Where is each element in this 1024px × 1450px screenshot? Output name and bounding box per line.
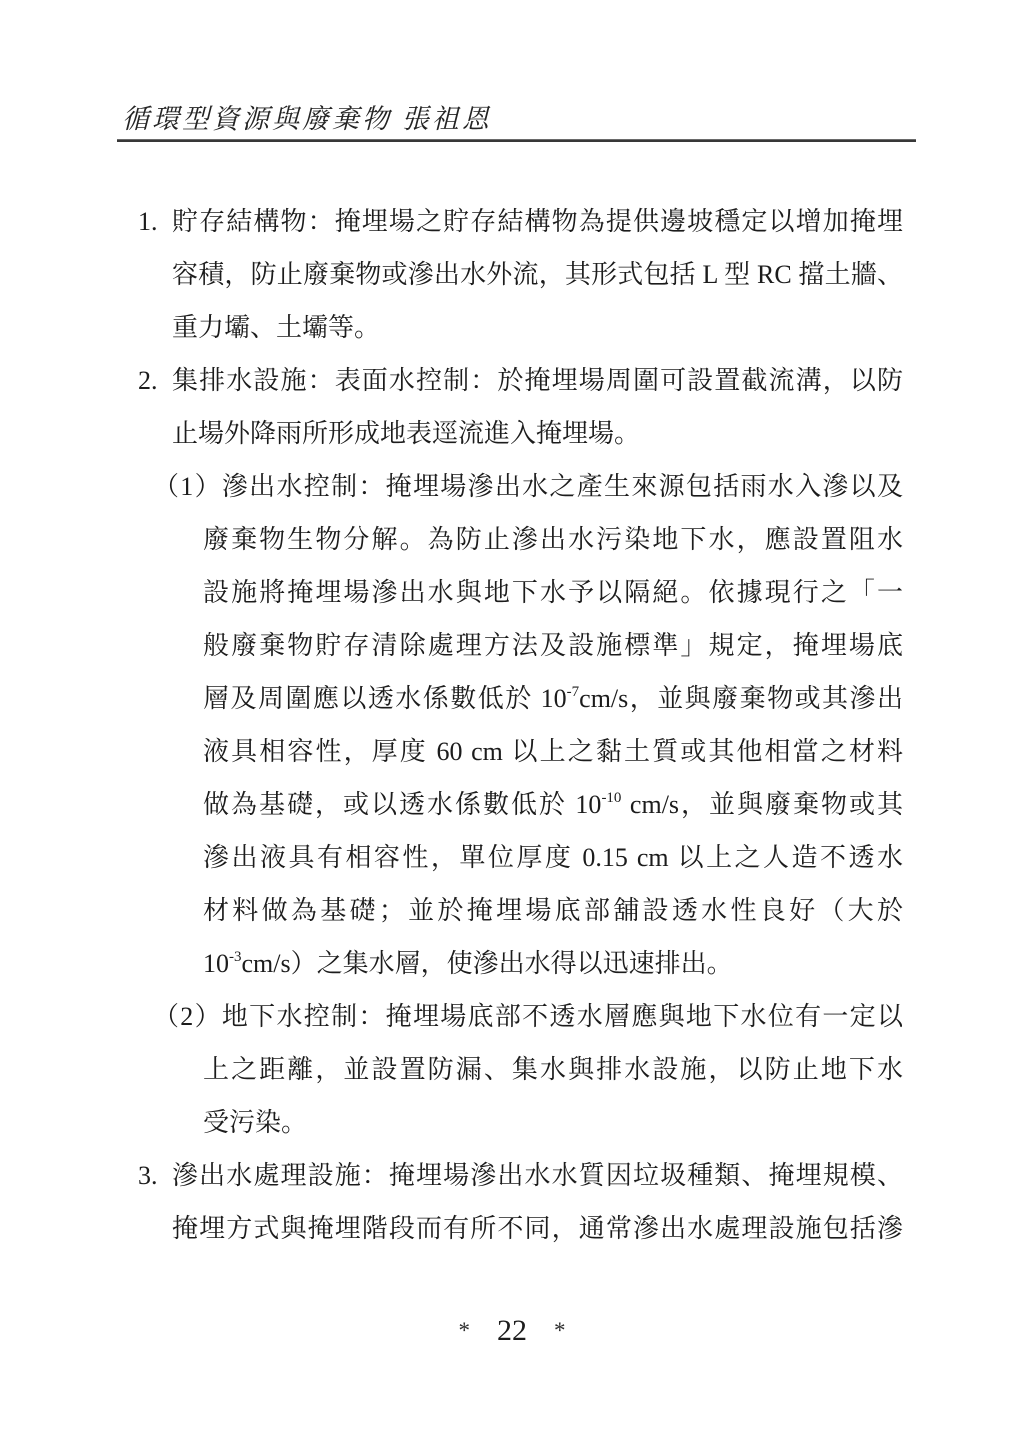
text-line xyxy=(0,354,1024,407)
list-marker: 2. xyxy=(138,366,158,395)
text-line xyxy=(0,937,1024,990)
text-run: cm/s）之集水層，使滲出水得以迅速排出。 xyxy=(241,949,733,978)
header-title: 循環型資源與廢棄物 張祖恩 xyxy=(122,104,492,134)
text-run: 做為基礎，或以透水係數低於 10 xyxy=(203,790,602,819)
text-line xyxy=(0,566,1024,619)
page-footer xyxy=(0,1308,1024,1354)
text-line xyxy=(0,460,1024,513)
text-run: 地下水控制：掩埋場底部不透水層應與地下水位有一定以 xyxy=(221,1002,903,1031)
text-line xyxy=(0,1202,1024,1255)
text-line xyxy=(0,990,1024,1043)
superscript-exponent: -7 xyxy=(566,684,580,700)
text-line xyxy=(0,778,1024,831)
list-marker: （2） xyxy=(153,1002,222,1031)
list-marker: 3. xyxy=(138,1161,158,1190)
text-line xyxy=(0,248,1024,301)
text-run: 貯存結構物：掩埋場之貯存結構物為提供邊坡穩定以增加掩埋 xyxy=(172,207,903,236)
text-line xyxy=(0,513,1024,566)
text-line xyxy=(0,619,1024,672)
text-run: 液具相容性，厚度 60 cm 以上之黏土質或其他相當之材料 xyxy=(203,737,903,766)
text-run: 容積，防止廢棄物或滲出水外流，其形式包括 L 型 RC 擋土牆、 xyxy=(172,260,903,289)
text-run: 掩埋方式與掩埋階段而有所不同，通常滲出水處理設施包括滲 xyxy=(172,1214,903,1243)
text-run: cm/s，並與廢棄物或其滲出 xyxy=(579,684,903,713)
text-line xyxy=(0,672,1024,725)
text-run: 滲出水控制：掩埋場滲出水之產生來源包括雨水入滲以及 xyxy=(221,472,903,501)
superscript-exponent: -3 xyxy=(229,949,242,965)
text-run: 層及周圍應以透水係數低於 10 xyxy=(203,684,567,713)
text-run: 10 xyxy=(203,949,229,978)
header-rule xyxy=(117,139,916,142)
text-run: 上之距離，並設置防漏、集水與排水設施，以防止地下水 xyxy=(203,1055,903,1084)
text-run: 重力壩、土壩等。 xyxy=(172,313,381,342)
text-line xyxy=(0,1149,1024,1202)
text-run: 般廢棄物貯存清除處理方法及設施標準」規定，掩埋場底 xyxy=(203,631,903,660)
list-marker: 1. xyxy=(138,207,158,236)
text-run: 集排水設施：表面水控制：於掩埋場周圍可設置截流溝，以防 xyxy=(172,366,903,395)
text-run: cm/s，並與廢棄物或其 xyxy=(621,790,903,819)
text-line xyxy=(0,301,1024,354)
footer-asterisk-right: * xyxy=(554,1318,566,1343)
footer-asterisk-left: * xyxy=(458,1318,470,1343)
text-run: 滲出水處理設施：掩埋場滲出水水質因垃圾種類、掩埋規模、 xyxy=(172,1161,903,1190)
text-line xyxy=(0,1043,1024,1096)
page-header xyxy=(122,102,922,138)
text-run: 材料做為基礎；並於掩埋場底部舖設透水性良好（大於 xyxy=(203,896,903,925)
text-run: 受污染。 xyxy=(203,1108,308,1137)
superscript-exponent: -10 xyxy=(601,790,622,806)
text-run: 設施將掩埋場滲出水與地下水予以隔絕。依據現行之「一 xyxy=(203,578,903,607)
page-number: 22 xyxy=(497,1314,527,1347)
text-run: 止場外降雨所形成地表逕流進入掩埋場。 xyxy=(172,419,641,448)
text-line xyxy=(0,1096,1024,1149)
text-line xyxy=(0,884,1024,937)
text-line xyxy=(0,831,1024,884)
text-run: 滲出液具有相容性，單位厚度 0.15 cm 以上之人造不透水 xyxy=(203,843,903,872)
list-marker: （1） xyxy=(153,472,222,501)
document-body xyxy=(0,195,1024,1255)
text-line xyxy=(0,195,1024,248)
text-line xyxy=(0,407,1024,460)
text-run: 廢棄物生物分解。為防止滲出水污染地下水，應設置阻水 xyxy=(203,525,903,554)
text-line xyxy=(0,725,1024,778)
